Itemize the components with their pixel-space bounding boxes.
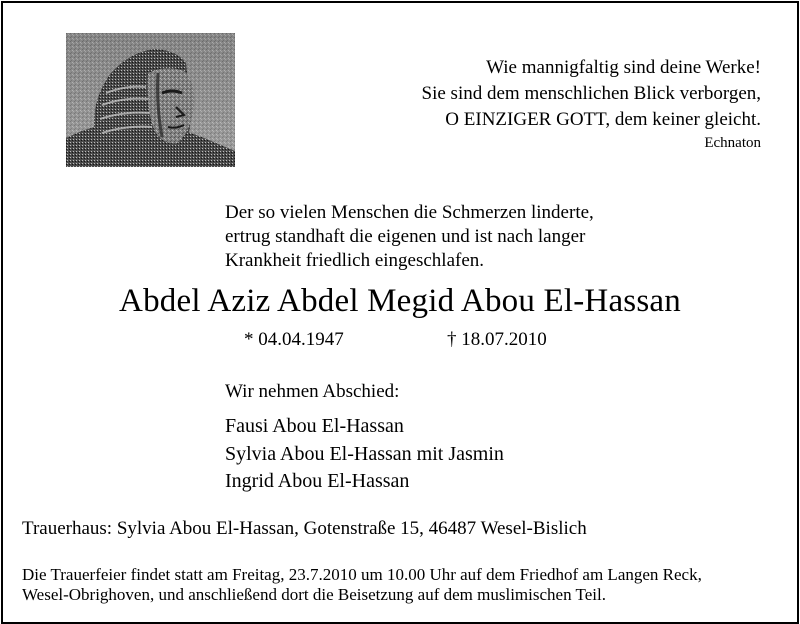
funeral-line: Wesel-Obrighoven, und anschließend dort die Beisetzung auf dem muslimischen Teil.	[22, 585, 606, 604]
sphinx-photo	[66, 33, 235, 167]
intro-line: ertrug standhaft die eigenen und ist nach langer	[225, 226, 586, 247]
funeral-line: Die Trauerfeier findet statt am Freitag, 23.7.2010 um 10.00 Uhr auf dem Friedhof am Langen Reck,	[22, 565, 702, 584]
farewell-heading: Wir nehmen Abschied:	[225, 381, 400, 402]
deceased-name: Abdel Aziz Abdel Megid Abou El-Hassan	[119, 283, 681, 319]
quote-author: Echnaton	[704, 135, 761, 151]
quote-line: Sie sind dem menschlichen Blick verborgen,	[421, 83, 761, 104]
funeral-info	[22, 565, 702, 605]
quote-line: O EINZIGER GOTT, dem keiner gleicht.	[445, 109, 761, 130]
mourner-name: Sylvia Abou El-Hassan mit Jasmin	[225, 442, 504, 465]
mourner-name: Ingrid Abou El-Hassan	[225, 470, 410, 492]
birth-date: * 04.04.1947	[244, 329, 344, 350]
mourners-list	[225, 413, 504, 496]
death-date: † 18.07.2010	[447, 329, 547, 350]
mourner-name: Fausi Abou El-Hassan	[225, 415, 404, 437]
intro-text	[225, 201, 594, 273]
epigraph-quote	[422, 55, 761, 153]
intro-line: Krankheit friedlich eingeschlafen.	[225, 250, 485, 271]
mourning-house-address: Trauerhaus: Sylvia Abou El-Hassan, Gotenstraße 15, 46487 Wesel-Bislich	[22, 518, 587, 539]
intro-line: Der so vielen Menschen die Schmerzen linderte,	[225, 202, 594, 223]
quote-line: Wie mannigfaltig sind deine Werke!	[486, 57, 761, 78]
